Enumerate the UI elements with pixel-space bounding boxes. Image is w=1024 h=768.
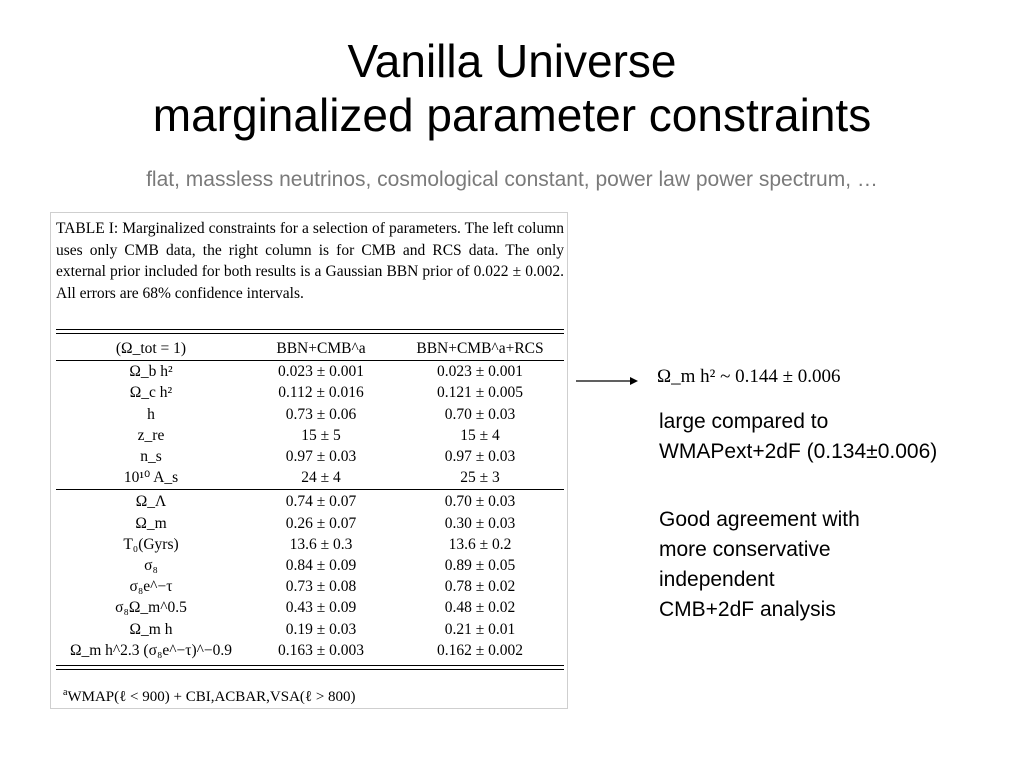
value-cell: 0.84 ± 0.09 bbox=[285, 557, 357, 574]
value-cell: 0.121 ± 0.005 bbox=[436, 384, 523, 402]
table-rule bbox=[56, 669, 564, 670]
table-rule bbox=[56, 489, 564, 490]
parameter-cell: σ₈ bbox=[144, 557, 158, 574]
parameter-cell: Ω_m bbox=[135, 514, 167, 532]
parameter-cell: z_re bbox=[137, 426, 165, 444]
table-row bbox=[56, 382, 564, 403]
parameter-table bbox=[50, 212, 568, 709]
value-cell: 24 ± 4 bbox=[301, 469, 341, 487]
value-cell: 0.73 ± 0.08 bbox=[285, 578, 357, 596]
table-row bbox=[56, 597, 564, 618]
value-cell: 13.6 ± 0.2 bbox=[448, 535, 512, 553]
value-cell: 0.97 ± 0.03 bbox=[444, 448, 516, 465]
table-row bbox=[56, 467, 564, 488]
note-line: independent bbox=[659, 568, 775, 591]
value-cell: 15 ± 5 bbox=[301, 426, 341, 444]
table-header-row bbox=[56, 338, 564, 359]
value-cell: 0.43 ± 0.09 bbox=[285, 599, 357, 617]
value-cell: 0.70 ± 0.03 bbox=[444, 493, 516, 511]
table-rule bbox=[56, 333, 564, 334]
table-row bbox=[56, 534, 564, 555]
table-rule bbox=[56, 329, 564, 330]
table-row bbox=[56, 619, 564, 640]
parameter-cell: Ω_b h² bbox=[129, 363, 173, 381]
value-cell: 25 ± 3 bbox=[460, 469, 500, 487]
title-line-2: marginalized parameter constraints bbox=[152, 89, 872, 141]
value-cell: 13.6 ± 0.3 bbox=[289, 535, 353, 553]
value-cell: 0.162 ± 0.002 bbox=[436, 641, 523, 659]
value-cell: 0.21 ± 0.01 bbox=[444, 620, 516, 638]
value-cell: BBN+CMB^a+RCS bbox=[416, 340, 544, 357]
title-line-1: Vanilla Universe bbox=[347, 35, 677, 87]
footnote-mark: a bbox=[63, 687, 68, 698]
note-line: Good agreement with bbox=[659, 508, 860, 531]
arrow-right-icon bbox=[576, 374, 638, 388]
note-line: more conservative bbox=[659, 538, 831, 561]
table-row bbox=[56, 576, 564, 597]
table-row bbox=[56, 513, 564, 534]
value-cell: 0.73 ± 0.06 bbox=[285, 405, 357, 423]
parameter-cell: h bbox=[147, 405, 155, 423]
value-cell: 0.70 ± 0.03 bbox=[444, 405, 516, 423]
parameter-cell: Ω_Λ bbox=[135, 493, 167, 511]
value-cell: 0.30 ± 0.03 bbox=[444, 514, 516, 532]
omega-m-h2-formula: Ω_m h² ~ 0.144 ± 0.006 bbox=[657, 366, 841, 387]
slide-subtitle: flat, massless neutrinos, cosmological constant, power law power spectrum, … bbox=[146, 168, 878, 191]
value-cell: 0.78 ± 0.02 bbox=[444, 578, 516, 596]
note-line: large compared to bbox=[659, 410, 829, 433]
value-cell: 0.26 ± 0.07 bbox=[285, 514, 357, 532]
parameter-cell: n_s bbox=[140, 448, 162, 465]
table-row bbox=[56, 425, 564, 446]
parameter-cell: σ₈Ω_m^0.5 bbox=[115, 599, 187, 617]
table-rule bbox=[56, 665, 564, 666]
value-cell: 0.023 ± 0.001 bbox=[277, 363, 364, 381]
table-footnote bbox=[63, 687, 356, 706]
parameter-cell: T₀(Gyrs) bbox=[123, 535, 179, 553]
value-cell: 0.89 ± 0.05 bbox=[444, 557, 516, 574]
note-line: WMAPext+2dF (0.134±0.006) bbox=[659, 440, 938, 463]
parameter-cell: Ω_c h² bbox=[129, 384, 173, 402]
parameter-cell: (Ω_tot = 1) bbox=[115, 340, 187, 357]
parameter-cell: Ω_m h bbox=[129, 620, 173, 638]
table-row bbox=[56, 404, 564, 425]
value-cell: 0.48 ± 0.02 bbox=[444, 599, 516, 617]
value-cell: 0.163 ± 0.003 bbox=[277, 641, 364, 659]
note-agreement bbox=[659, 505, 860, 625]
value-cell: 0.97 ± 0.03 bbox=[285, 448, 357, 465]
value-cell: 15 ± 4 bbox=[460, 426, 500, 444]
parameter-cell: 10¹⁰ A_s bbox=[123, 469, 179, 487]
parameter-cell: σ₈e^−τ bbox=[129, 578, 173, 596]
table-row bbox=[56, 491, 564, 512]
slide-title bbox=[0, 34, 1024, 142]
parameter-cell: Ω_m h^2.3 (σ₈e^−τ)^−0.9 bbox=[69, 641, 233, 659]
footnote-text: WMAP(ℓ < 900) + CBI,ACBAR,VSA(ℓ > 800) bbox=[67, 689, 356, 705]
value-cell: BBN+CMB^a bbox=[276, 340, 366, 357]
table-row bbox=[56, 640, 564, 661]
table-row bbox=[56, 555, 564, 576]
note-line: CMB+2dF analysis bbox=[659, 598, 836, 621]
value-cell: 0.74 ± 0.07 bbox=[285, 493, 357, 511]
table-row bbox=[56, 446, 564, 467]
table-caption: TABLE I: Marginalized constraints for a selection of parameters. The left column uses only CMB data, the right column is for CMB and RCS data. The only external prior included for both results is a Gaussian BBN prior of 0.022 ± 0.002. All errors are 68% confidence intervals. bbox=[56, 220, 564, 302]
table-row bbox=[56, 361, 564, 382]
value-cell: 0.19 ± 0.03 bbox=[285, 620, 357, 638]
value-cell: 0.112 ± 0.016 bbox=[278, 384, 364, 402]
value-cell: 0.023 ± 0.001 bbox=[436, 363, 523, 381]
note-comparison bbox=[659, 407, 937, 467]
